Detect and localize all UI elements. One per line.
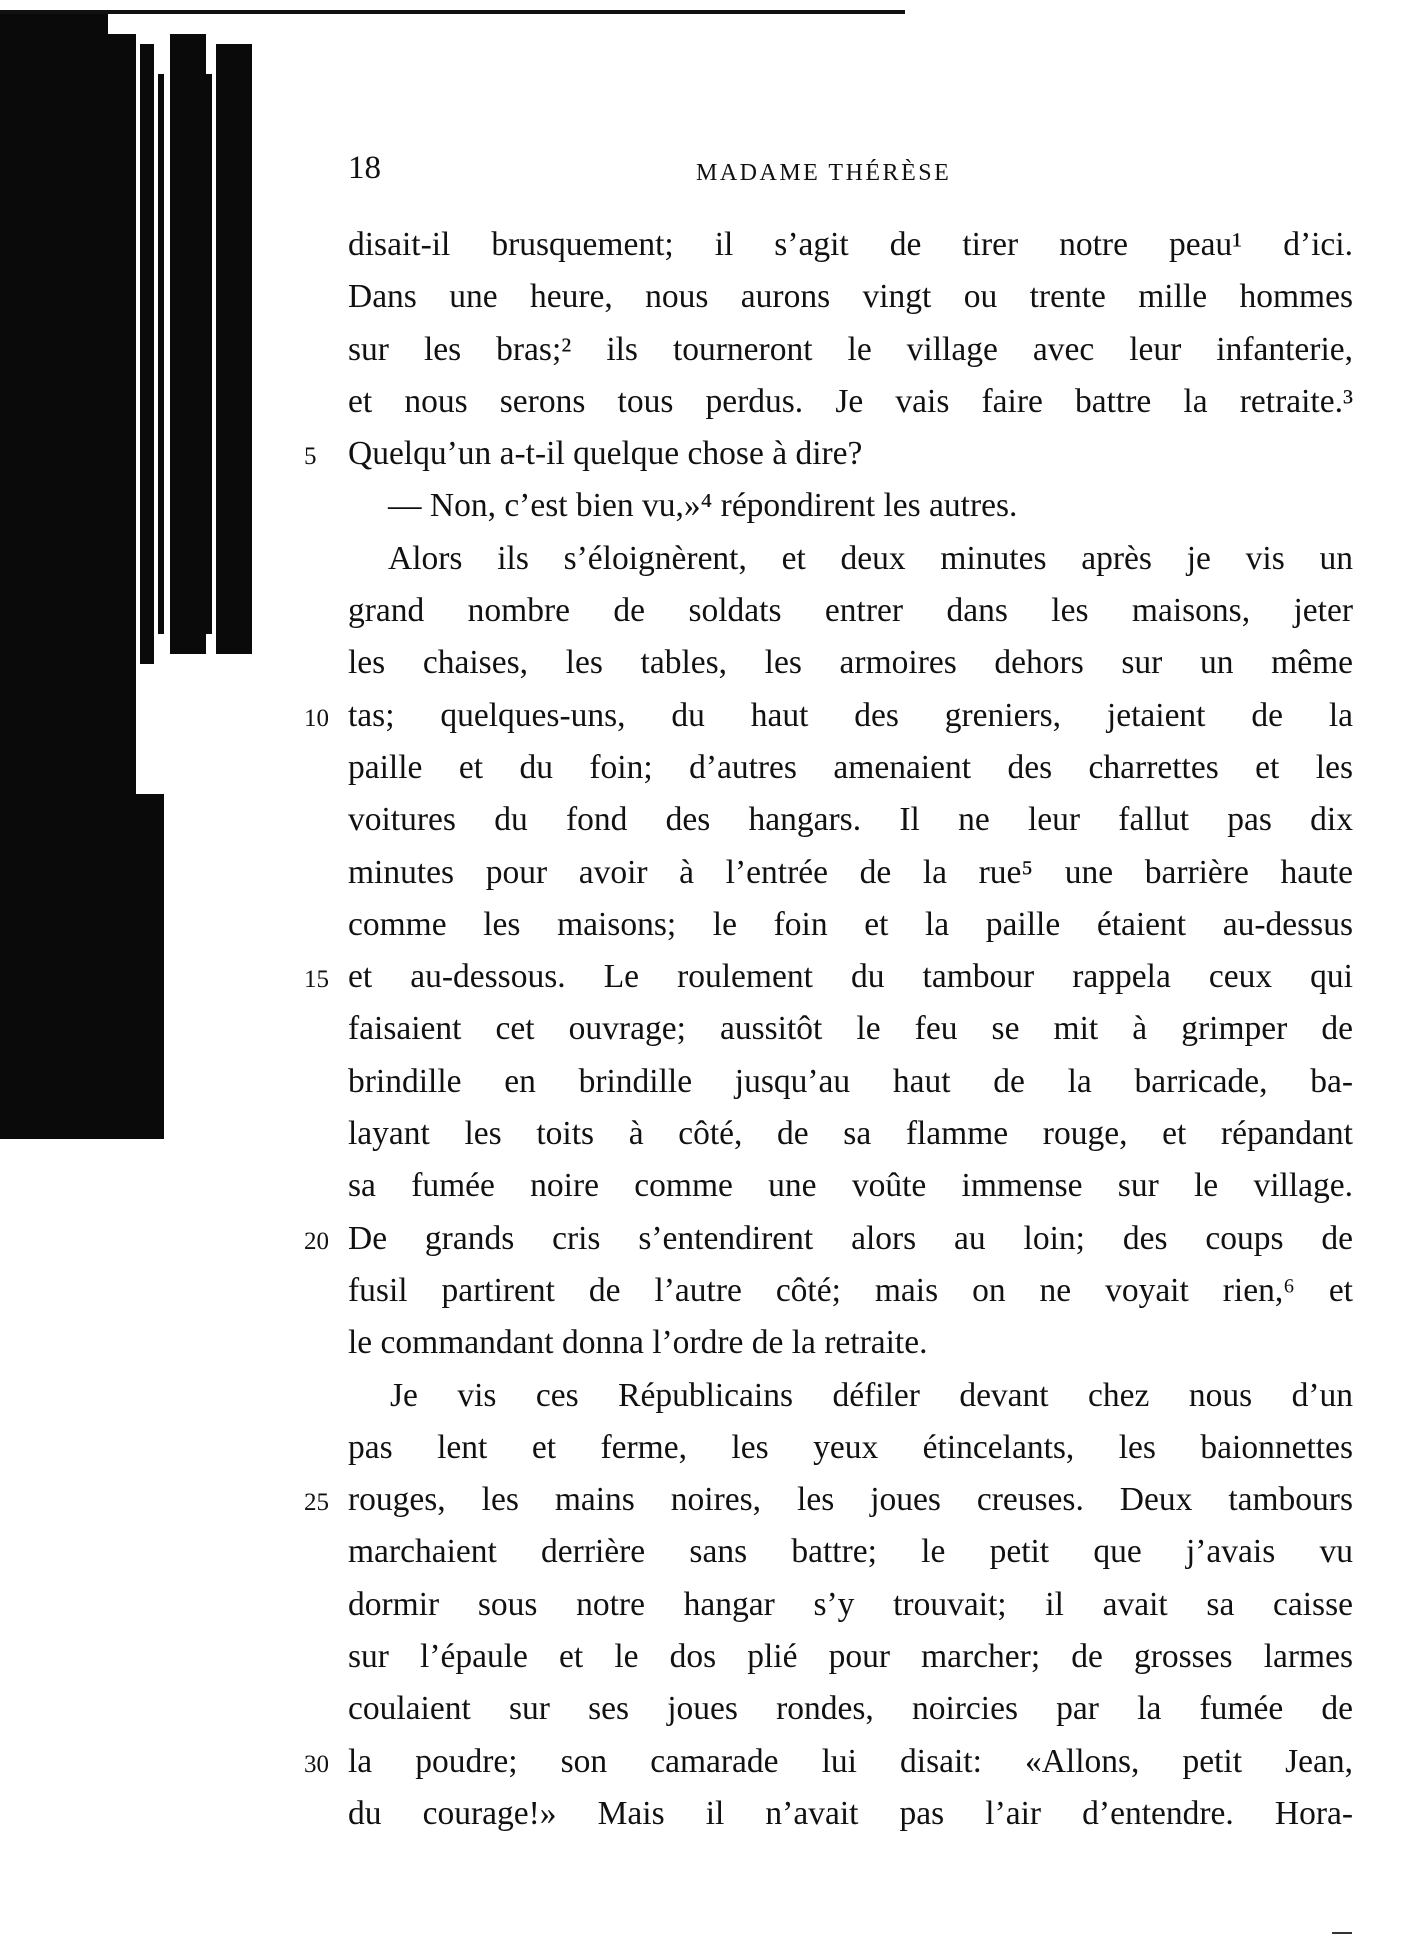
- text-line: fusil partirent de l’autre côté; mais on ne voyait rien,⁶ et: [348, 1271, 1353, 1309]
- text-line: 20 De grands cris s’entendirent alors au loin; des coups de: [348, 1213, 1353, 1265]
- text-line: layant les toits à côté, de sa flamme rouge, et répandant: [348, 1115, 1353, 1153]
- text-line: paille et du foin; d’autres amenaient des charrettes et les: [348, 748, 1353, 786]
- text-line: Dans une heure, nous aurons vingt ou trente mille hommes: [348, 278, 1353, 316]
- text-line: comme les maisons; le foin et la paille étaient au-dessus: [348, 905, 1353, 943]
- line-number: 15: [304, 966, 329, 994]
- body-text: [304, 219, 1353, 1840]
- text-line: minutes pour avoir à l’entrée de la rue⁵ une barrière haute: [348, 853, 1353, 891]
- text-line: les chaises, les tables, les armoires dehors sur un même: [348, 644, 1353, 682]
- text-line: faisaient cet ouvrage; aussitôt le feu se mit à grimper de: [348, 1010, 1353, 1048]
- text-line: disait-il brusquement; il s’agit de tirer notre peau¹ d’ici.: [348, 226, 1353, 263]
- text-line: marchaient derrière sans battre; le petit que j’avais vu: [348, 1533, 1353, 1571]
- text-line: voitures du fond des hangars. Il ne leur fallut pas dix: [348, 801, 1353, 839]
- line-number: 30: [304, 1750, 329, 1778]
- text-line: dormir sous notre hangar s’y trouvait; il avait sa caisse: [348, 1585, 1353, 1623]
- text-line: et nous serons tous perdus. Je vais faire battre la retraite.³: [348, 382, 1353, 420]
- page-number: 18: [348, 150, 381, 186]
- text-line: 15 et au-dessous. Le roulement du tambour rappela ceux qui: [348, 951, 1353, 1003]
- text-line: grand nombre de soldats entrer dans les maisons, jeter: [348, 592, 1353, 630]
- text-line: coulaient sur ses joues rondes, noircies par la fumée de: [348, 1690, 1353, 1728]
- line-number: 20: [304, 1227, 329, 1255]
- line-number: 10: [304, 704, 329, 732]
- bottom-mark: [1332, 1932, 1352, 1934]
- text-line: brindille en brindille jusqu’au haut de la barricade, ba-: [348, 1062, 1353, 1100]
- text-line: pas lent et ferme, les yeux étincelants, les baionnettes: [348, 1428, 1353, 1466]
- line-number: 25: [304, 1489, 329, 1517]
- text-line: Je vis ces Républicains défiler devant chez nous d’un: [390, 1376, 1353, 1414]
- page-header: [348, 150, 1353, 200]
- line-number: 5: [304, 443, 317, 471]
- text-line: sur les bras;² ils tourneront le village avec leur infanterie,: [348, 330, 1353, 368]
- scan-shadow: [0, 14, 255, 1139]
- text-line: Alors ils s’éloignèrent, et deux minutes après je vis un: [388, 539, 1353, 577]
- text-line: 25 rouges, les mains noires, les joues creuses. Deux tambours: [348, 1474, 1353, 1526]
- text-line: sa fumée noire comme une voûte immense sur le village.: [348, 1167, 1353, 1205]
- text-line: du courage!» Mais il n’avait pas l’air d’entendre. Hora-: [348, 1794, 1353, 1832]
- text-line: 30 la poudre; son camarade lui disait: «Allons, petit Jean,: [348, 1736, 1353, 1788]
- text-line: 5 Quelqu’un a-t-il quelque chose à dire?: [348, 428, 1353, 480]
- running-title: MADAME THÉRÈSE: [696, 160, 952, 186]
- text-line: 10 tas; quelques-uns, du haut des greniers, jetaient de la: [348, 690, 1353, 742]
- text-line: — Non, c’est bien vu,»⁴ répondirent les autres.: [388, 487, 1018, 525]
- text-line: le commandant donna l’ordre de la retraite.: [348, 1324, 928, 1362]
- text-line: sur l’épaule et le dos plié pour marcher; de grosses larmes: [348, 1638, 1353, 1676]
